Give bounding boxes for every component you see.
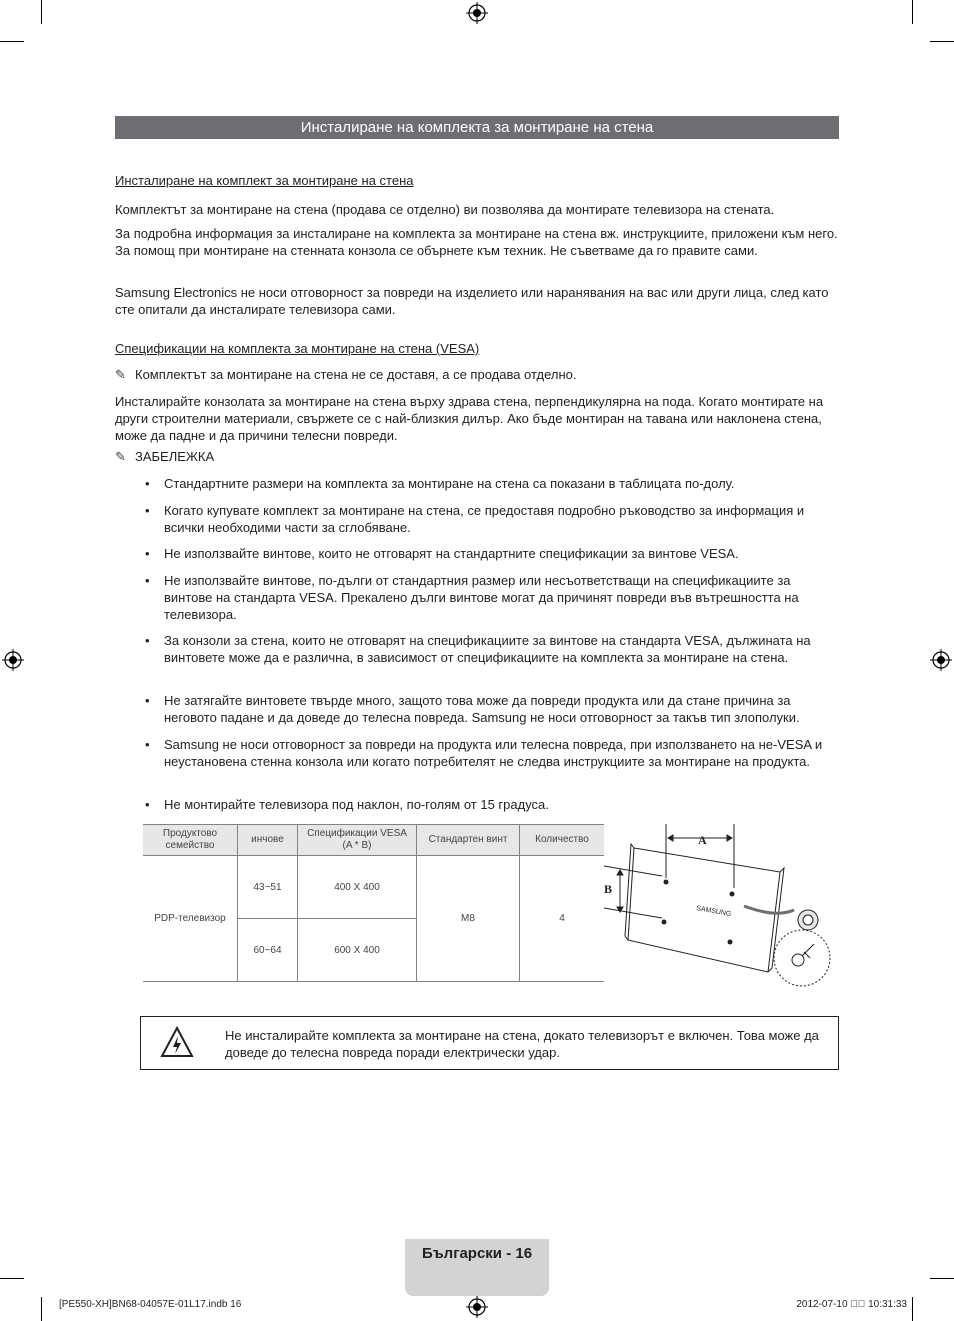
column-header: Стандартен винт <box>417 825 520 856</box>
column-header: Спецификации VESA (A * B) <box>298 825 417 856</box>
table-row <box>143 856 604 919</box>
section-title: Инсталиране на комплекта за монтиране на стена <box>115 116 839 139</box>
note-label: ЗАБЕЛЕЖКА <box>135 449 215 464</box>
table-cell: 60~64 <box>238 919 298 982</box>
crop-mark <box>0 41 24 42</box>
registration-mark-icon <box>466 2 488 24</box>
table-cell: 600 X 400 <box>298 919 417 982</box>
table-cell: PDP-телевизор <box>143 856 238 982</box>
paragraph: За подробна информация за инсталиране на комплекта за монтиране на стена вж. инструкциите, приложени към него. За помощ при монтиране на стенната конзола се обърнете към техник. Не съветваме да го правите сами. <box>115 226 838 258</box>
footer-datetime: 2012-07-10 ￿￿ 10:31:33 <box>796 1299 907 1310</box>
wall-mount-diagram <box>604 822 836 990</box>
subsection-heading: Спецификации на комплекта за монтиране на стена (VESA) <box>115 341 480 356</box>
dimension-a-label: A <box>698 833 707 847</box>
crop-mark <box>41 1297 42 1321</box>
dimension-b-label: B <box>604 882 613 896</box>
electric-shock-warning-icon <box>160 1026 194 1058</box>
registration-mark-icon <box>930 649 952 671</box>
vesa-spec-table <box>143 824 604 982</box>
paragraph: Samsung Electronics не носи отговорност за повреди на изделието или наранявания на вас или други лица, след като сте опитали да инсталирате телевизора сами. <box>115 285 829 317</box>
crop-mark <box>41 0 42 24</box>
warning-text: Не инсталирайте комплекта за монтиране на стена, докато телевизорът е включен. Това може да доведе до телесна повреда поради електрически удар. <box>225 1028 819 1060</box>
note <box>115 366 577 383</box>
pencil-icon: ✎ <box>115 367 126 382</box>
table-cell: M8 <box>417 856 520 982</box>
crop-mark <box>912 0 913 24</box>
paragraph: Инсталирайте конзолата за монтиране на стена върху здрава стена, перпендикулярна на пода. Когато монтирате на други строителни материали, свържете се с най-близкия дилър. Ако бъде монтиран на тавана или наклонена стена, може да падне и да причини телесни повреди. <box>115 394 824 443</box>
brand-label: SAMSUNG <box>695 905 732 919</box>
registration-mark-icon <box>466 1296 488 1318</box>
table-cell: 43~51 <box>238 856 298 919</box>
column-header: Количество <box>520 825 605 856</box>
column-header: инчове <box>238 825 298 856</box>
footer-filename: [PE550-XH]BN68-04057E-01L17.indb 16 <box>59 1299 242 1310</box>
column-header: Продуктово семейство <box>143 825 238 856</box>
pencil-icon: ✎ <box>115 449 126 464</box>
note-text: Комплектът за монтиране на стена не се доставя, а се продава отделно. <box>135 367 577 382</box>
table-cell: 400 X 400 <box>298 856 417 919</box>
page-label: Български - 16 <box>421 1245 533 1262</box>
subsection-heading: Инсталиране на комплект за монтиране на стена <box>115 173 414 188</box>
table-header-row <box>143 825 604 856</box>
crop-mark <box>930 1278 954 1279</box>
table-cell: 4 <box>520 856 605 982</box>
crop-mark <box>930 41 954 42</box>
crop-mark <box>0 1278 24 1279</box>
crop-mark <box>912 1297 913 1321</box>
note-heading <box>115 448 214 465</box>
registration-mark-icon <box>2 649 24 671</box>
paragraph: Комплектът за монтиране на стена (продава се отделно) ви позволява да монтирате телевизора на стената. <box>115 202 775 217</box>
